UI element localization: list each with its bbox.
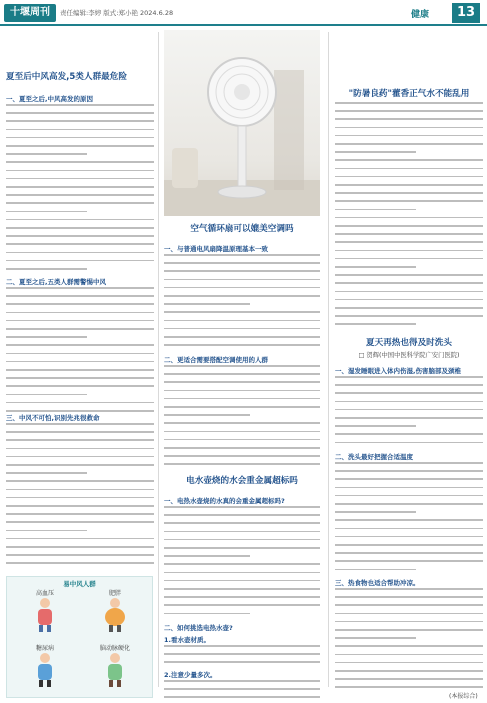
body-text-line	[335, 645, 483, 647]
body-text-line	[164, 547, 320, 549]
body-text-line	[6, 202, 154, 204]
figure-item-label: 高血压	[35, 590, 54, 597]
body-text-line	[164, 303, 250, 305]
body-text-line	[6, 464, 154, 466]
fan-photo	[164, 30, 320, 216]
body-text-line	[335, 401, 483, 403]
body-text-line	[6, 235, 154, 237]
body-text-line	[6, 219, 154, 221]
body-text-line	[6, 497, 154, 499]
body-text-line	[164, 572, 320, 574]
body-text-line	[164, 365, 320, 367]
body-text-line	[164, 613, 250, 615]
body-text-line	[335, 678, 483, 680]
body-text-line	[335, 143, 483, 145]
body-text-line	[6, 104, 154, 106]
section-heading: 一、电热水壶烧的水真的会重金属超标吗?	[164, 497, 285, 505]
body-text-line	[164, 287, 320, 289]
body-text-line	[335, 266, 416, 268]
body-text-line	[6, 521, 154, 523]
figure-item	[15, 643, 75, 691]
section-heading: 一、夏至之后,中风高发的原因	[6, 95, 93, 103]
body-text-line	[6, 186, 154, 188]
section-heading: 三、中风不可怕,识别先兆很救命	[6, 414, 100, 422]
body-text-line	[335, 470, 483, 472]
issue-info: 责任编辑:李婷 版式:郑小艳 2024.6.28	[60, 9, 174, 17]
section-heading: 一、湿发睡眠进入体内伤湿,伤害脑部及颈椎	[335, 367, 461, 375]
body-text-line	[6, 489, 154, 491]
body-text-line	[335, 118, 483, 120]
body-text-line	[335, 487, 483, 489]
body-text-line	[164, 580, 320, 582]
body-text-line	[335, 315, 483, 317]
body-text-line	[335, 552, 483, 554]
body-text-line	[164, 463, 320, 465]
section-heading: 2.注意少量多次。	[164, 671, 217, 679]
body-text-line	[6, 170, 154, 172]
body-text-line	[335, 225, 483, 227]
body-text-line	[335, 462, 483, 464]
body-text-line	[164, 311, 320, 313]
body-text-line	[6, 153, 87, 155]
body-text-line	[164, 688, 320, 690]
body-text-line	[335, 662, 483, 664]
section-heading: 二、更适合需要搭配空调使用的人群	[164, 356, 268, 364]
body-text-line	[335, 209, 416, 211]
section-heading: 二、如何挑选电热水壶?	[164, 624, 233, 632]
air-circulator-fan-image	[164, 30, 320, 216]
body-text-line	[6, 295, 154, 297]
body-text-line	[164, 344, 320, 346]
body-text-line	[164, 563, 320, 565]
body-text-line	[335, 686, 483, 688]
body-text-line	[6, 439, 154, 441]
body-text-line	[335, 511, 416, 513]
body-text-line	[335, 560, 483, 562]
source-note: (本报综合)	[449, 693, 478, 700]
byline: □ 贺辉(中国中医科学院广安门医院)	[358, 352, 460, 359]
body-text-line	[6, 377, 154, 379]
column-divider	[158, 32, 159, 687]
body-text-line	[335, 282, 483, 284]
person-icon	[101, 597, 129, 633]
body-text-line	[335, 528, 483, 530]
body-text-line	[6, 546, 154, 548]
figure-item	[85, 643, 145, 691]
body-text-line	[164, 596, 320, 598]
body-text-line	[6, 344, 154, 346]
body-text-line	[335, 613, 483, 615]
body-text-line	[164, 696, 320, 698]
body-text-line	[335, 519, 483, 521]
section-heading: 二、夏至之后,五类人群需警惕中风	[6, 278, 106, 286]
body-text-line	[6, 336, 87, 338]
body-text-line	[164, 254, 320, 256]
body-text-line	[335, 604, 483, 606]
body-text-line	[335, 621, 483, 623]
body-text-line	[6, 287, 154, 289]
body-text-line	[335, 544, 483, 546]
body-text-line	[164, 373, 320, 375]
body-text-line	[164, 447, 320, 449]
body-text-line	[335, 184, 483, 186]
masthead	[0, 0, 487, 26]
body-text-line	[164, 604, 320, 606]
body-text-line	[335, 127, 483, 129]
body-text-line	[335, 151, 416, 153]
body-text-line	[6, 456, 154, 458]
body-text-line	[164, 431, 320, 433]
body-text-line	[335, 392, 483, 394]
body-text-line	[164, 390, 320, 392]
figure-item	[15, 588, 75, 636]
body-text-line	[335, 291, 483, 293]
body-text-line	[6, 410, 154, 412]
body-text-line	[6, 538, 154, 540]
body-text-line	[6, 145, 154, 147]
body-text-line	[335, 233, 483, 235]
body-text-line	[335, 159, 483, 161]
body-text-line	[164, 522, 320, 524]
body-text-line	[6, 513, 154, 515]
body-text-line	[335, 629, 483, 631]
body-text-line	[6, 353, 154, 355]
body-text-line	[335, 569, 416, 571]
article-title-kettle: 电水壶烧的水会重金属超标吗	[186, 476, 298, 486]
body-text-line	[6, 562, 154, 564]
body-text-line	[335, 536, 483, 538]
column-divider	[328, 32, 329, 687]
body-text-line	[335, 670, 483, 672]
body-text-line	[6, 394, 87, 396]
body-text-line	[164, 279, 320, 281]
body-text-line	[164, 262, 320, 264]
body-text-line	[335, 299, 483, 301]
section-heading: 二、洗头最好把握合适温度	[335, 453, 413, 461]
body-text-line	[6, 554, 154, 556]
figure-item-label: 糖尿病	[35, 645, 54, 652]
body-text-line	[335, 425, 416, 427]
body-text-line	[6, 120, 154, 122]
article-title-stroke: 夏至后中风高发,5类人群最危险	[6, 72, 127, 82]
body-text-line	[6, 505, 154, 507]
body-text-line	[164, 295, 320, 297]
body-text-line	[335, 192, 483, 194]
body-text-line	[335, 250, 483, 252]
body-text-line	[164, 414, 250, 416]
body-text-line	[6, 472, 87, 474]
body-text-line	[335, 384, 483, 386]
section-heading: 三、热食物也适合帮助冲凉。	[335, 579, 420, 587]
article-title-huoxiang: "防暑良药"藿香正气水不能乱用	[348, 89, 470, 99]
body-text-line	[6, 112, 154, 114]
body-text-line	[6, 361, 154, 363]
body-text-line	[6, 312, 154, 314]
body-text-line	[164, 439, 320, 441]
body-text-line	[6, 303, 154, 305]
body-text-line	[164, 381, 320, 383]
body-text-line	[164, 539, 320, 541]
body-text-line	[335, 417, 483, 419]
body-text-line	[6, 320, 154, 322]
body-text-line	[335, 596, 483, 598]
body-text-line	[164, 336, 320, 338]
body-text-line	[164, 531, 320, 533]
body-text-line	[164, 398, 320, 400]
body-text-line	[164, 645, 320, 647]
body-text-line	[164, 661, 320, 663]
section-name: 健康	[411, 10, 430, 20]
body-text-line	[164, 455, 320, 457]
body-text-line	[6, 129, 154, 131]
body-text-line	[335, 376, 483, 378]
body-text-line	[335, 323, 416, 325]
body-text-line	[335, 258, 483, 260]
body-text-line	[335, 495, 483, 497]
section-heading: 1.看水壶材质。	[164, 636, 210, 644]
body-text-line	[6, 194, 154, 196]
body-text-line	[335, 637, 416, 639]
body-text-line	[335, 433, 483, 435]
body-text-line	[6, 402, 154, 404]
body-text-line	[6, 530, 87, 532]
body-text-line	[335, 588, 483, 590]
body-text-line	[335, 217, 483, 219]
body-text-line	[335, 503, 483, 505]
figure-item-label: 肥胖	[108, 590, 121, 597]
body-text-line	[335, 102, 483, 104]
body-text-line	[335, 241, 483, 243]
body-text-line	[164, 653, 320, 655]
body-text-line	[6, 328, 154, 330]
body-text-line	[6, 480, 154, 482]
person-icon	[31, 652, 59, 688]
body-text-line	[164, 506, 320, 508]
body-text-line	[6, 243, 154, 245]
body-text-line	[335, 442, 483, 444]
body-text-line	[335, 110, 483, 112]
body-text-line	[164, 422, 320, 424]
body-text-line	[335, 135, 483, 137]
body-text-line	[6, 161, 154, 163]
person-icon	[101, 652, 129, 688]
figure-title: 易中风人群	[63, 580, 96, 588]
article-title-fan: 空气循环扇可以媲美空调吗	[190, 224, 294, 234]
section-heading: 一、与普通电风扇降温原理基本一致	[164, 245, 268, 253]
body-text-line	[6, 431, 154, 433]
body-text-line	[164, 406, 320, 408]
body-text-line	[164, 555, 250, 557]
body-text-line	[6, 268, 87, 270]
body-text-line	[6, 423, 154, 425]
figure-item-label: 脑动脉硬化	[99, 645, 130, 652]
body-text-line	[6, 137, 154, 139]
newspaper-brand: 十堰周刊	[4, 4, 56, 22]
body-text-line	[6, 227, 154, 229]
body-text-line	[164, 680, 320, 682]
body-text-line	[335, 478, 483, 480]
body-text-line	[6, 252, 154, 254]
body-text-line	[164, 514, 320, 516]
body-text-line	[335, 307, 483, 309]
person-icon	[31, 597, 59, 633]
article-title-hairwash: 夏天再热也得及时洗头	[366, 338, 452, 348]
body-text-line	[6, 448, 154, 450]
body-text-line	[164, 328, 320, 330]
body-text-line	[335, 409, 483, 411]
body-text-line	[6, 178, 154, 180]
body-text-line	[164, 320, 320, 322]
body-text-line	[335, 654, 483, 656]
page-number: 13	[452, 3, 480, 23]
body-text-line	[6, 211, 87, 213]
figure-item	[85, 588, 145, 636]
body-text-line	[164, 270, 320, 272]
body-text-line	[335, 200, 483, 202]
at-risk-groups-figure	[6, 576, 153, 698]
body-text-line	[335, 176, 483, 178]
body-text-line	[6, 385, 154, 387]
body-text-line	[335, 168, 483, 170]
body-text-line	[335, 274, 483, 276]
body-text-line	[164, 588, 320, 590]
body-text-line	[6, 369, 154, 371]
body-text-line	[6, 260, 154, 262]
